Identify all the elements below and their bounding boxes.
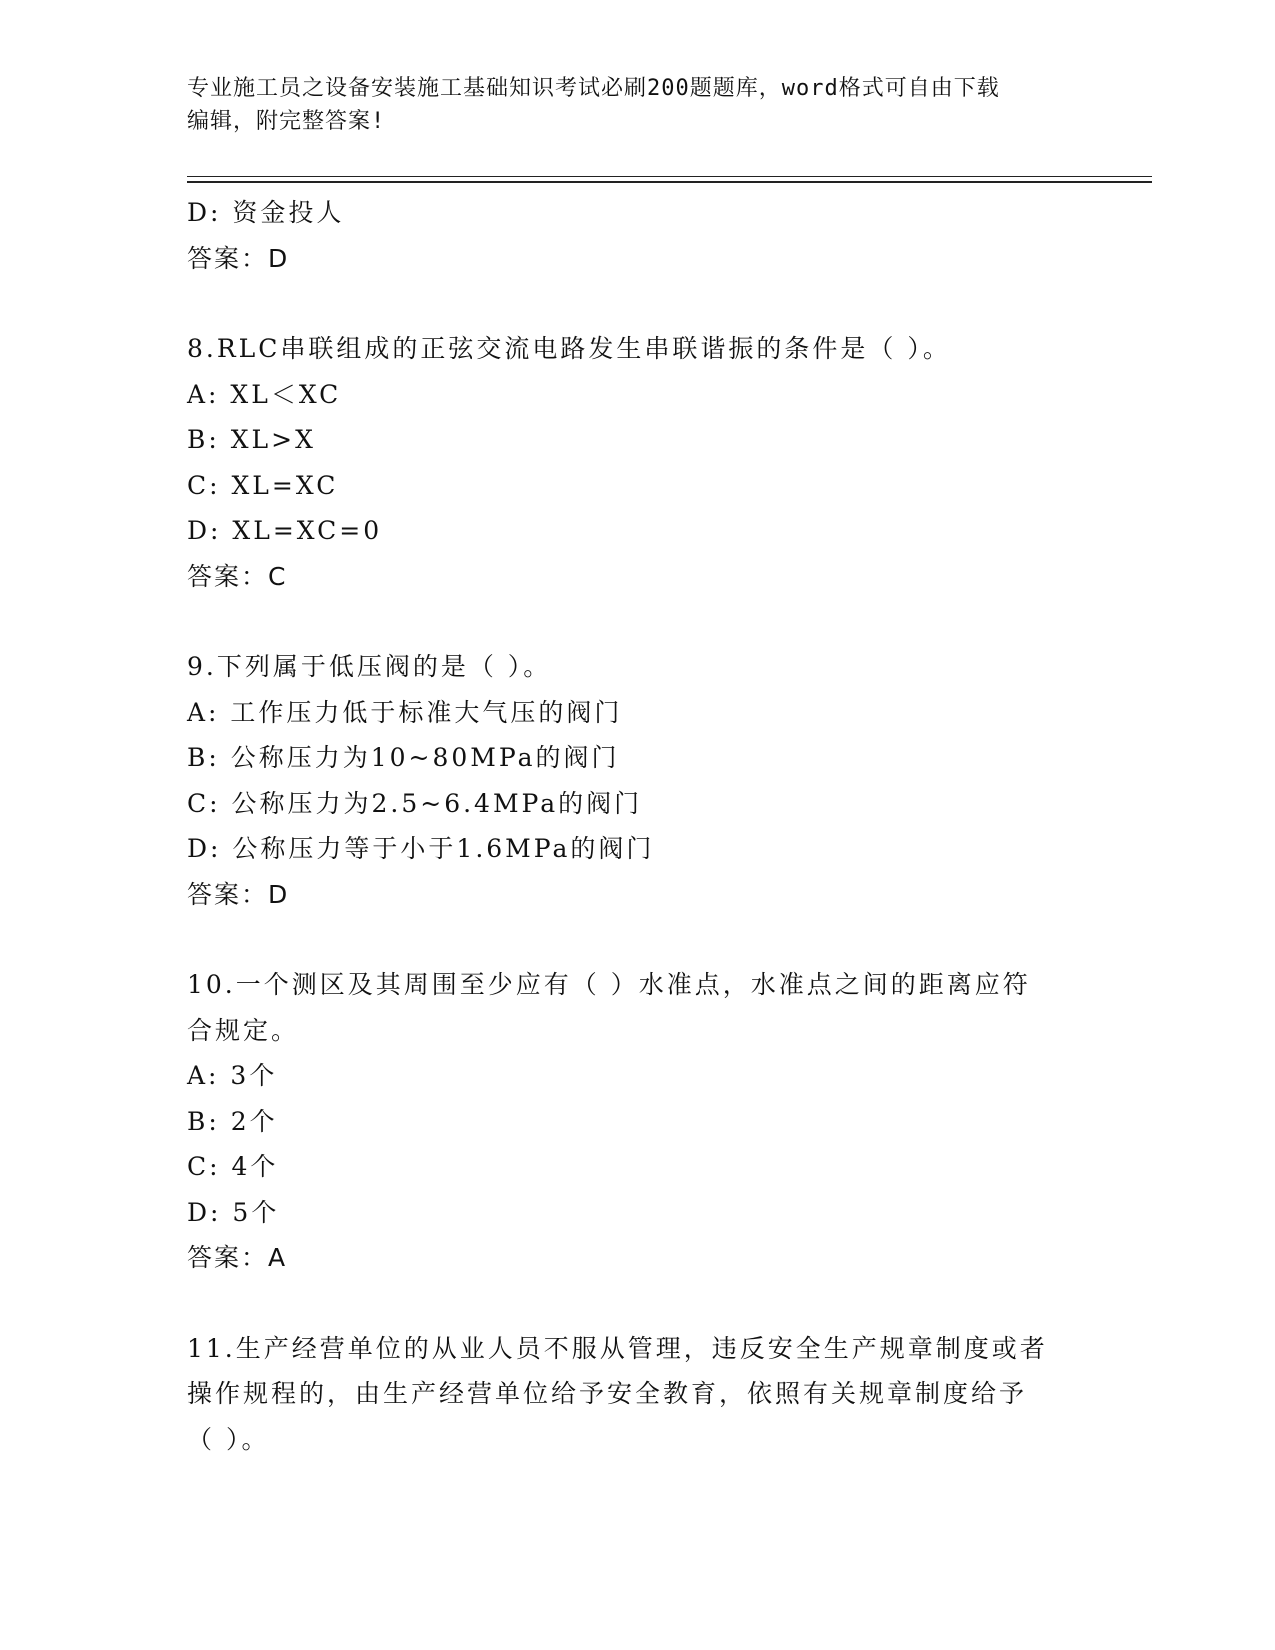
spacer (187, 1281, 1087, 1326)
question-10 (187, 962, 1087, 1281)
prev-question-option-d: D: 资金投人 (187, 198, 345, 227)
header-title-line-2: 编辑，附完整答案! (187, 109, 386, 134)
question-9 (187, 644, 1087, 917)
question-text-line-2: 操作规程的，由生产经营单位给予安全教育，依照有关规章制度给予 (187, 1379, 1028, 1408)
header-divider-top (187, 176, 1152, 177)
question-11 (187, 1326, 1087, 1463)
spacer (187, 917, 1087, 962)
answer: 答案：A (187, 1243, 288, 1272)
spacer (187, 599, 1087, 644)
header-divider-bottom (187, 181, 1152, 183)
answer: 答案：C (187, 561, 288, 591)
option-c: C: 4个 (187, 1152, 279, 1181)
option-b: B: 公称压力为10~80MPa的阀门 (187, 743, 620, 772)
question-text-line-2: 合规定。 (187, 1015, 300, 1045)
option-d: D: 5个 (187, 1197, 280, 1227)
question-text: 8.RLC串联组成的正弦交流电路发生串联谐振的条件是（ ）。 (187, 334, 951, 363)
option-a: A: 工作压力低于标准大气压的阀门 (187, 697, 623, 727)
option-b: B: 2个 (187, 1106, 278, 1136)
document-body (187, 190, 1087, 1462)
option-c: C: 公称压力为2.5~6.4MPa的阀门 (187, 788, 643, 818)
option-d: D: 公称压力等于小于1.6MPa的阀门 (187, 834, 655, 863)
question-8 (187, 326, 1087, 599)
option-a: A: XL＜XC (187, 379, 342, 409)
document-header (187, 72, 1087, 138)
header-title-line-1: 专业施工员之设备安装施工基础知识考试必刷200题题库，word格式可自由下载 (187, 76, 1000, 101)
option-b: B: XL>X (187, 425, 316, 454)
answer: 答案：D (187, 879, 290, 909)
option-a: A: 3个 (187, 1061, 278, 1090)
option-d: D: XL=XC=0 (187, 516, 383, 545)
spacer (187, 281, 1087, 326)
question-text: 9.下列属于低压阀的是（ ）。 (187, 652, 552, 681)
question-text-line-3: （ ）。 (187, 1424, 270, 1454)
question-text-line-1: 11.生产经营单位的从业人员不服从管理，违反安全生产规章制度或者 (187, 1333, 1048, 1363)
option-c: C: XL=XC (187, 470, 339, 500)
prev-question-answer: 答案：D (187, 243, 290, 273)
question-text-line-1: 10.一个测区及其周围至少应有（ ）水准点，水准点之间的距离应符 (187, 970, 1031, 999)
